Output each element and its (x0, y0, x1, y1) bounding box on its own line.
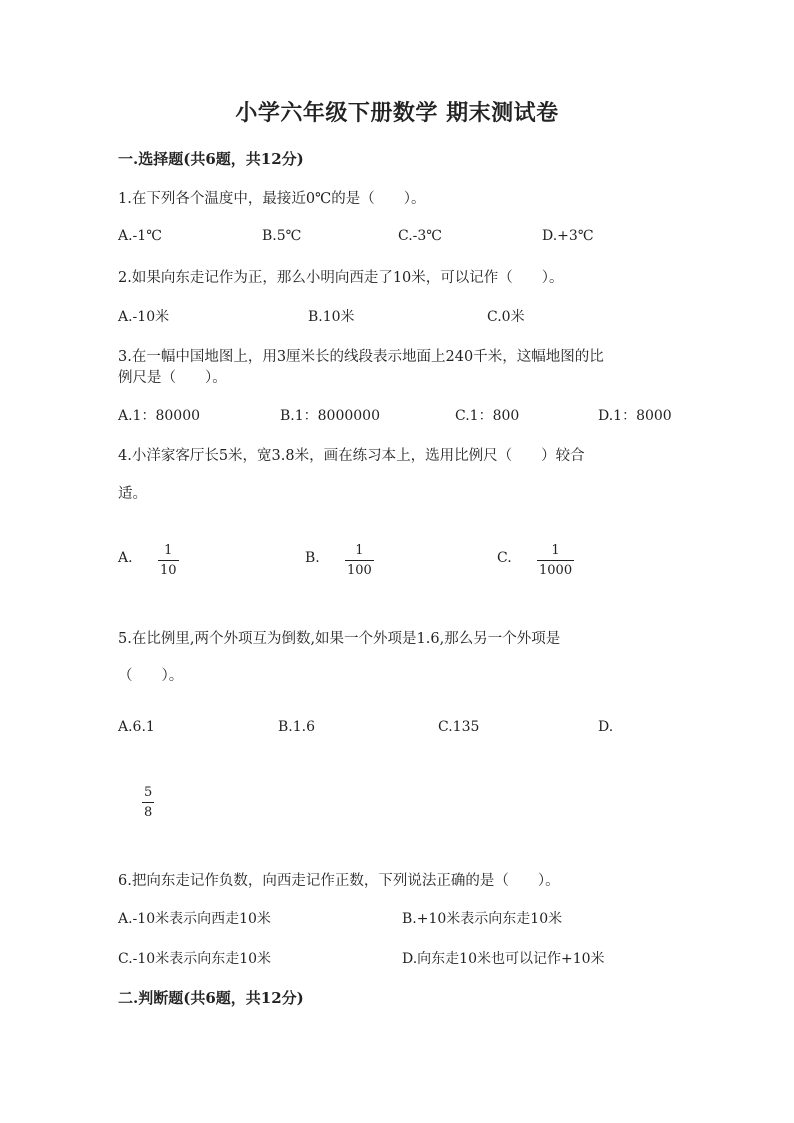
q2-option-c: C.0米 (487, 309, 525, 325)
question-3-line-1: 3.在一幅中国地图上，用3厘米长的线段表示地面上240千米，这幅地图的比 (118, 349, 604, 365)
question-5-line-1: 5.在比例里,两个外项互为倒数,如果一个外项是1.6,那么另一个外项是 (118, 631, 561, 647)
question-4-line-1: 4.小洋家客厅长5米，宽3.8米，画在练习本上，选用比例尺（ ）较合 (118, 448, 585, 464)
q1-option-d: D.+3℃ (542, 228, 594, 244)
question-5-line-2: （ ）。 (118, 668, 184, 684)
q2-option-b: B.10米 (308, 309, 355, 325)
fraction-bar (142, 802, 154, 803)
q5-option-b: B.1.6 (278, 719, 316, 735)
q6-option-a: A.-10米表示向西走10米 (118, 911, 271, 927)
q1-option-c: C.-3℃ (398, 228, 442, 244)
q5-option-d-fraction (142, 785, 154, 820)
q4-option-c-fraction (537, 543, 574, 578)
question-2: 2.如果向东走记作为正，那么小明向西走了10米，可以记作（ ）。 (118, 270, 564, 286)
q3-option-b: B.1：8000000 (280, 408, 380, 424)
q1-option-b: B.5℃ (262, 228, 302, 244)
page-title: 小学六年级下册数学 期末测试卷 (235, 100, 559, 126)
q6-option-c: C.-10米表示向东走10米 (118, 951, 272, 967)
q3-option-c: C.1：800 (455, 408, 520, 424)
q4-option-c-label: C. (497, 550, 512, 566)
fraction-bar (537, 560, 574, 561)
section-heading-judgement: 二.判断题(共6题，共12分) (118, 989, 304, 1007)
q3-option-a: A.1：80000 (118, 408, 201, 424)
q4-option-a-numerator: 1 (164, 543, 173, 558)
q2-option-a: A.-10米 (118, 309, 170, 325)
q5-option-a: A.6.1 (118, 719, 155, 735)
q4-option-b-numerator: 1 (355, 543, 364, 558)
section-heading-choice: 一.选择题(共6题，共12分) (118, 150, 304, 168)
fraction-bar (345, 560, 374, 561)
q4-option-b-label: B. (305, 550, 320, 566)
q4-option-a-label: A. (118, 550, 133, 566)
q6-option-d: D.向东走10米也可以记作+10米 (402, 951, 605, 967)
q5-option-d-label: D. (598, 719, 614, 735)
q5-option-c: C.135 (438, 719, 480, 735)
question-1: 1.在下列各个温度中，最接近0℃的是（ ）。 (118, 191, 426, 207)
q1-option-a: A.-1℃ (118, 228, 162, 244)
q4-option-c-denominator: 1000 (539, 563, 573, 578)
question-3-line-2: 例尺是（ ）。 (118, 370, 227, 386)
q4-option-b-fraction (345, 543, 374, 578)
question-4-line-2: 适。 (118, 486, 147, 502)
fraction-bar (158, 560, 179, 561)
q5-option-d-denominator: 8 (144, 805, 153, 820)
q4-option-c-numerator: 1 (551, 543, 560, 558)
q4-option-a-denominator: 10 (160, 563, 177, 578)
q4-option-a-fraction (158, 543, 179, 578)
q6-option-b: B.+10米表示向东走10米 (402, 911, 563, 927)
q3-option-d: D.1：8000 (598, 408, 672, 424)
q5-option-d-numerator: 5 (144, 785, 153, 800)
q4-option-b-denominator: 100 (347, 563, 372, 578)
question-6: 6.把向东走记作负数，向西走记作正数，下列说法正确的是（ ）。 (118, 873, 560, 889)
